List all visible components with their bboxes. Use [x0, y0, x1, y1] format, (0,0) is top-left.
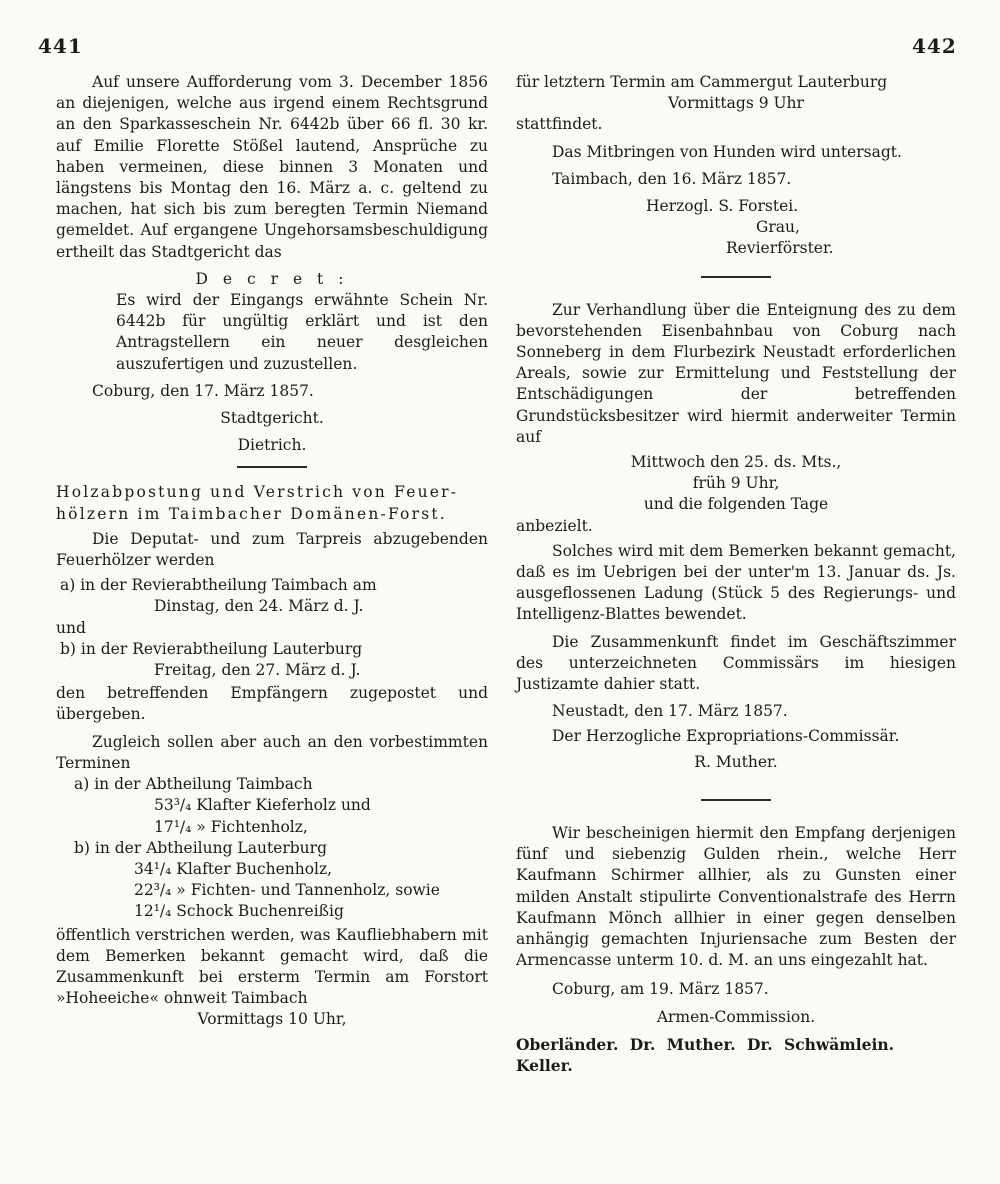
separator-rule [701, 276, 771, 278]
anbezielt-text: anbezielt. [516, 516, 593, 535]
after-text: den betreffenden Empfängern zugepostet und übergeben. [56, 684, 488, 724]
paragraph-3: Die Zusammenkunft findet im Geschäftszimmer des unterzeichneten Commissärs im hiesigen Justizamte dahier statt. [516, 632, 956, 694]
cont-line2: Vormittags 9 Uhr [668, 94, 804, 113]
place-date: Coburg, am 19. März 1857. [552, 980, 769, 999]
a2-head: a) in der Abtheilung Taimbach [74, 775, 313, 794]
decret-body: Es wird der Eingangs erwähnte Schein Nr. 6442b für ungültig erklärt und ist den Antragstellern ein neuer desgleichen auszufertigen und zuzustellen. [116, 291, 488, 373]
official-title: Revierförster. [726, 239, 834, 258]
date-line3: und die folgenden Tage [643, 495, 829, 514]
cont-line3: stattfindet. [516, 115, 603, 134]
place-date: Coburg, den 17. März 1857. [92, 381, 314, 400]
item-a-line2: Dinstag, den 24. März d. J. [154, 597, 364, 616]
notice-body: Zur Verhandlung über die Enteignung des zu dem bevorstehenden Eisenbahnbau von Coburg nach Sonneberg in dem Flurbezirk Neustadt erforderlichen Areals, sowie zur Ermittelung und Feststellung der Entschädigungen der betreffenden Grundstücksbesitzer wird hiermit anderweiter Termin auf [516, 300, 956, 446]
separator-rule [237, 466, 307, 468]
b2-line2: 22³/₄ » Fichten- und Tannenholz, sowie [134, 881, 440, 900]
paragraph-2: Solches wird mit dem Bemerken bekannt gemacht, daß es im Uebrigen bei der unter'm 13. Januar ds. Js. ausgeflossenen Ladung (Stück 5 des Regierungs- und Intelligenz-Blattes bewendet. [516, 541, 956, 624]
und-text: und [56, 618, 86, 637]
b2-head: b) in der Abtheilung Lauterburg [74, 838, 327, 857]
authority: Der Herzogliche Expropriations-Commissär. [552, 727, 900, 746]
page-number-left: 441 [38, 34, 83, 58]
a2-line2: 17¹/₄ » Fichtenholz, [154, 817, 308, 836]
right-column [516, 72, 956, 1076]
authority: Stadtgericht. [220, 409, 324, 428]
item-b-line2: Freitag, den 27. März d. J. [154, 661, 361, 680]
item-b-line1: b) in der Revierabtheilung Lauterburg [60, 639, 363, 658]
item-a-line1: a) in der Revierabtheilung Taimbach am [60, 576, 377, 595]
left-column [56, 72, 488, 1031]
date-line1: Mittwoch den 25. ds. Mts., [630, 453, 842, 472]
place-date: Taimbach, den 16. März 1857. [552, 169, 792, 188]
notice-title-line1: Holzabpostung und Verstrich von Feuer- [56, 483, 459, 502]
b2-line1: 34¹/₄ Klafter Buchenholz, [134, 859, 333, 878]
a2-line1: 53³/₄ Klafter Kieferholz und [154, 796, 371, 815]
signatures: Oberländer. Dr. Muther. Dr. Schwämlein. Keller. [516, 1034, 895, 1075]
notice-intro: Die Deputat- und zum Tarpreis abzugebenden Feuerhölzer werden [56, 529, 488, 570]
authority: Armen-Commission. [656, 1007, 816, 1026]
decret-heading: D e c r e t : [195, 269, 349, 288]
official-name: Grau, [756, 218, 800, 237]
notice-body: Auf unsere Aufforderung vom 3. December 1856 an diejenigen, welche aus irgend einem Rechtsgrund an den Sparkasseschein Nr. 6442b über 66 fl. 30 kr. auf Emilie Florette Stößel lautend, Ansprüche zu haben vermeinen, diese binnen 3 Monaten und längstens bis Montag den 16. März a. c. geltend zu machen, hat sich bis zum beregten Termin Niemand gemeldet. Auf ergangene Ungehorsamsbeschuldigung ertheilt das Stadtgericht das [56, 73, 488, 261]
time-text: Vormittags 10 Uhr, [197, 1010, 347, 1029]
place-date: Neustadt, den 17. März 1857. [552, 702, 788, 721]
signature: R. Muther. [694, 752, 778, 771]
signature: Dietrich. [237, 436, 307, 455]
date-line2: früh 9 Uhr, [692, 474, 780, 493]
notice-title-line2: hölzern im Taimbacher Domänen-Forst. [56, 504, 447, 523]
cont-line1: für letztern Termin am Cammergut Lauterburg [516, 73, 888, 91]
notice-body: Wir bescheinigen hiermit den Empfang derjenigen fünf und siebenzig Gulden rhein., welche Herr Kaufmann Schirmer allhier, als zu Gunsten einer milden Anstalt stipulirte Conventionalstrafe des Herrn Kaufmann Mönch allhier in einer gegen denselben anhängig gemachten Injuriensache zum Besten der Armencasse unterm 10. d. M. an uns eingezahlt hat. [516, 823, 956, 970]
dogs-notice: Das Mitbringen von Hunden wird untersagt. [552, 142, 902, 161]
page-number-right: 442 [912, 34, 957, 58]
b2-line3: 12¹/₄ Schock Buchenreißig [134, 902, 344, 921]
separator-rule [701, 799, 771, 801]
zugleich-text: Zugleich sollen aber auch an den vorbestimmten Terminen [56, 732, 488, 772]
authority: Herzogl. S. Forstei. [646, 197, 799, 216]
closing-text: öffentlich verstrichen werden, was Kaufliebhabern mit dem Bemerken bekannt gemacht wird, daß die Zusammenkunft bei ersterm Termin am Forstort »Hoheeiche« ohnweit Taimbach [56, 925, 488, 1008]
